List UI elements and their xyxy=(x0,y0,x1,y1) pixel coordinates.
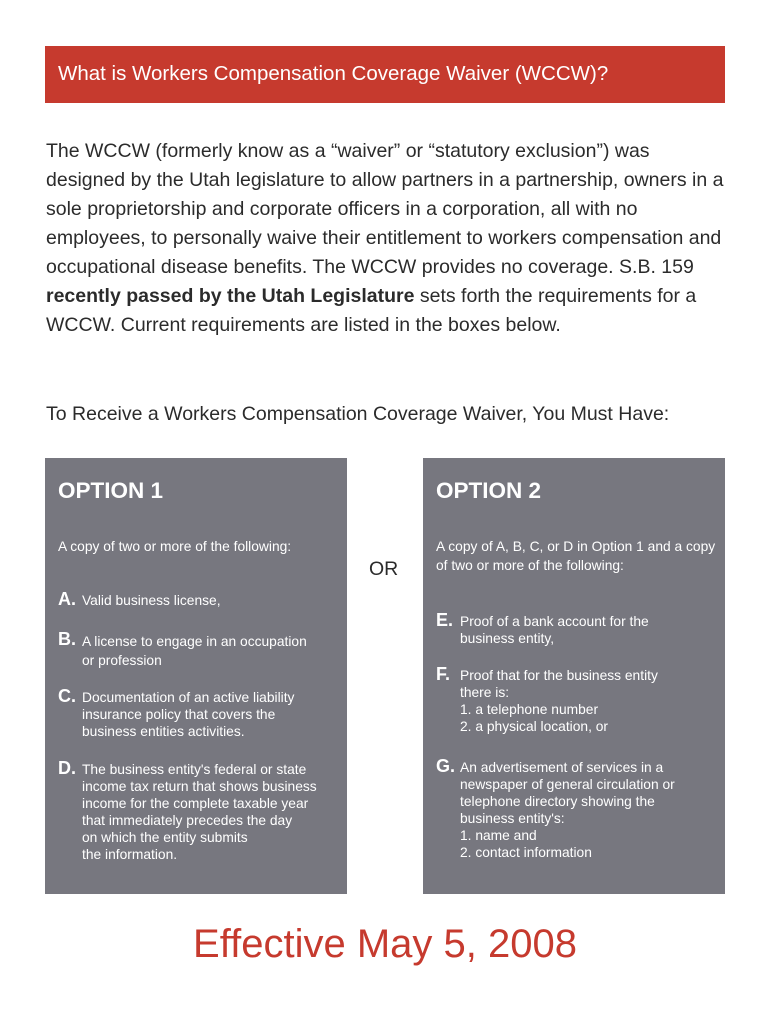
page-title: What is Workers Compensation Coverage Waiver (WCCW)? xyxy=(58,62,609,85)
option-1-item-d xyxy=(58,758,343,863)
item-letter: C. xyxy=(58,686,76,706)
item-line: An advertisement of services in a xyxy=(460,760,664,775)
option-2-item-e xyxy=(436,610,721,647)
item-line: 2. contact information xyxy=(460,845,592,860)
item-line: Documentation of an active liability xyxy=(82,690,295,705)
option-1-intro: A copy of two or more of the following: xyxy=(58,539,292,554)
item-line: the information. xyxy=(82,847,178,862)
item-line: Proof that for the business entity xyxy=(460,668,658,683)
intro-text-before: The WCCW (formerly know as a “waiver” or “statutory exclusion”) was designed by the Utah legislature to allow partners in a partnership, owners in a sole proprietorship and corporate officers in a corporation, all with no employees, to personally waive their entitlement to workers compensation and occupational disease benefits. The WCCW provides no coverage. S.B. 159 xyxy=(46,140,724,278)
item-line: on which the entity submits xyxy=(82,830,248,845)
item-text xyxy=(58,761,343,863)
item-line: insurance policy that covers the xyxy=(82,707,276,722)
item-text xyxy=(58,632,343,670)
option-1-item-c xyxy=(58,686,343,740)
item-text xyxy=(436,667,721,735)
item-line: newspaper of general circulation or xyxy=(460,777,675,792)
item-letter: D. xyxy=(58,758,76,778)
item-line: there is: xyxy=(460,685,510,700)
item-text xyxy=(58,592,343,609)
requirements-heading: To Receive a Workers Compensation Coverage Waiver, You Must Have: xyxy=(46,403,670,425)
item-letter: G. xyxy=(436,756,456,776)
item-line: 1. a telephone number xyxy=(460,702,599,717)
item-line: that immediately precedes the day xyxy=(82,813,293,828)
option-1-title: OPTION 1 xyxy=(58,478,164,503)
item-line: 2. a physical location, or xyxy=(460,719,609,734)
item-line: business entities activities. xyxy=(82,724,245,739)
item-line: Proof of a bank account for the xyxy=(460,614,649,629)
option-2-intro: A copy of A, B, C, or D in Option 1 and a copy of two or more of the following: xyxy=(436,539,716,573)
or-label: OR xyxy=(369,558,399,580)
item-line: business entity's: xyxy=(460,811,565,826)
item-line: income for the complete taxable year xyxy=(82,796,309,811)
item-line: business entity, xyxy=(460,631,555,646)
option-1-item-a xyxy=(58,589,343,609)
option-2-title: OPTION 2 xyxy=(436,478,542,503)
option-2-box xyxy=(423,458,725,894)
item-text xyxy=(436,759,721,861)
intro-bold-text: recently passed by the Utah Legislature xyxy=(46,285,415,307)
item-line: 1. name and xyxy=(460,828,537,843)
item-line: Valid business license, xyxy=(82,593,221,608)
item-line: income tax return that shows business xyxy=(82,779,317,794)
item-line: telephone directory showing the xyxy=(460,794,655,809)
item-letter: A. xyxy=(58,589,76,609)
item-letter: F. xyxy=(436,664,451,684)
item-line: or profession xyxy=(82,653,162,668)
intro-paragraph xyxy=(46,137,730,340)
item-line: A license to engage in an occupation xyxy=(82,634,307,649)
intro-text-after: sets forth the requirements for a WCCW. Current requirements are listed in the boxes below. xyxy=(46,285,697,336)
item-letter: E. xyxy=(436,610,454,630)
option-1-box xyxy=(45,458,347,894)
item-line: The business entity's federal or state xyxy=(82,762,307,777)
option-1-item-b xyxy=(58,629,343,670)
item-letter: B. xyxy=(58,629,76,649)
effective-date: Effective May 5, 2008 xyxy=(193,922,577,966)
item-text xyxy=(58,689,343,740)
item-text xyxy=(436,613,721,647)
option-2-item-g xyxy=(436,756,721,861)
header-banner xyxy=(45,46,725,103)
option-2-item-f xyxy=(436,664,721,735)
